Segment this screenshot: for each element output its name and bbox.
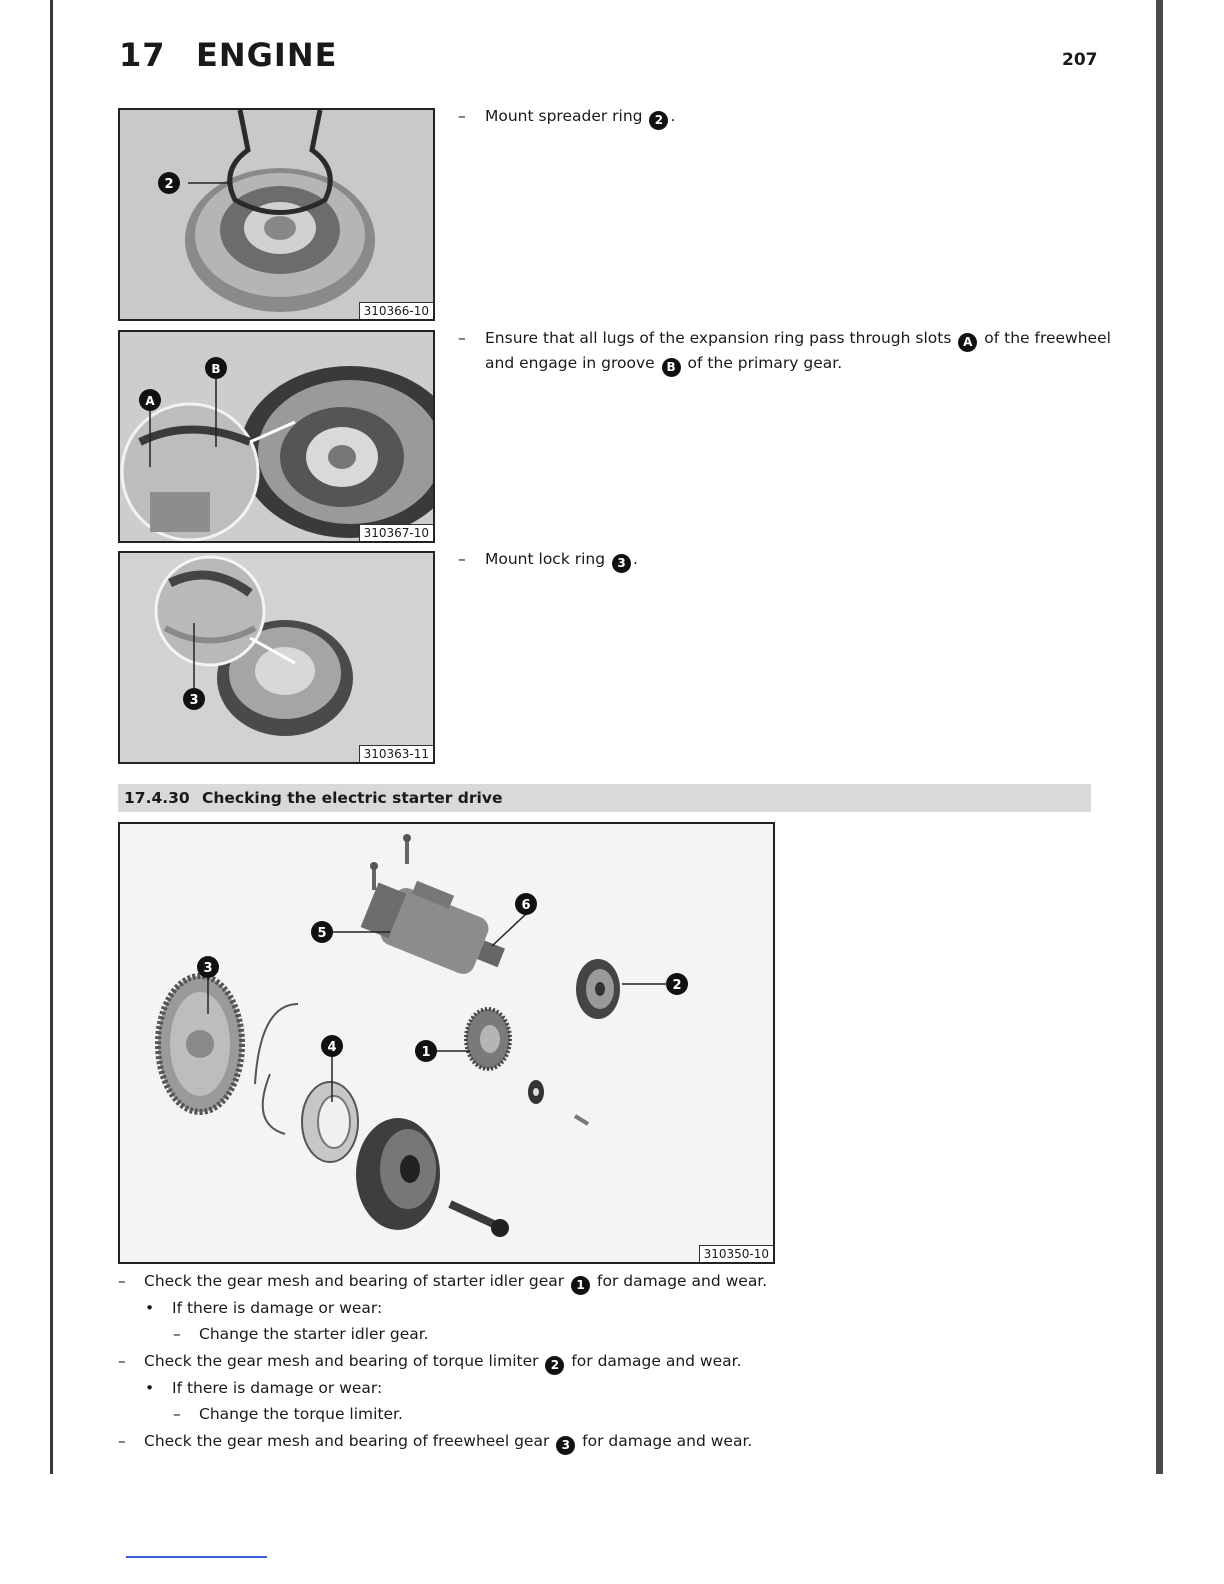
callout-badge-3: 3 (612, 554, 631, 573)
callout-badge-3: 3 (556, 1436, 575, 1455)
instruction-change-idler-gear: – Change the starter idler gear. (173, 1325, 429, 1343)
section-title: Checking the electric starter drive (202, 789, 503, 807)
photo-lock-ring-illustration (120, 553, 433, 762)
chapter-number: 17 (119, 36, 166, 74)
photo-lock-ring (118, 551, 435, 764)
section-number: 17.4.30 (124, 789, 190, 807)
callout-badge-1: 1 (571, 1276, 590, 1295)
photo-id: 310366-10 (359, 302, 433, 319)
instruction-condition: • If there is damage or wear: (145, 1299, 383, 1317)
section-heading (118, 784, 1091, 812)
instruction-check-torque-limiter: – Check the gear mesh and bearing of torque limiter 2 for damage and wear. (118, 1350, 126, 1372)
callout-badge-2: 2 (545, 1356, 564, 1375)
photo-id: 310367-10 (359, 524, 433, 541)
diagram-illustration (120, 824, 773, 1262)
diagram-callout-4: 4 (327, 1040, 337, 1055)
instruction-change-torque-limiter: – Change the torque limiter. (173, 1405, 403, 1423)
diagram-callout-1: 1 (421, 1045, 431, 1060)
photo-callout-3: 3 (189, 693, 199, 708)
photo-id: 310363-11 (359, 745, 433, 762)
page-border-right (1156, 0, 1163, 1474)
chapter-title: ENGINE (196, 36, 338, 74)
instruction-check-freewheel-gear: – Check the gear mesh and bearing of freewheel gear 3 for damage and wear. (118, 1430, 126, 1452)
photo-callout-A: A (145, 394, 155, 408)
diagram-callout-2: 2 (672, 978, 682, 993)
page-border-left (50, 0, 53, 1474)
photo-expansion-ring (118, 330, 435, 543)
footer-link-underline (126, 1556, 267, 1558)
diagram-callout-5: 5 (317, 926, 327, 941)
starter-drive-exploded-diagram (118, 822, 775, 1264)
photo-callout-B: B (211, 362, 221, 376)
photo-spreader-ring-illustration (120, 110, 433, 319)
diagram-id: 310350-10 (699, 1245, 773, 1262)
photo-expansion-ring-illustration (120, 332, 433, 541)
callout-badge-2: 2 (649, 111, 668, 130)
callout-badge-B: B (662, 358, 681, 377)
photo-spreader-ring (118, 108, 435, 321)
callout-badge-A: A (958, 333, 977, 352)
step-text: Mount spreader ring (485, 107, 648, 125)
instruction-check-idler-gear: – Check the gear mesh and bearing of starter idler gear 1 for damage and wear. (118, 1270, 126, 1292)
diagram-callout-6: 6 (521, 898, 531, 913)
page-number: 207 (1062, 50, 1098, 70)
photo-callout-2: 2 (164, 177, 174, 192)
instruction-condition: • If there is damage or wear: (145, 1379, 383, 1397)
diagram-callout-3: 3 (203, 961, 213, 976)
